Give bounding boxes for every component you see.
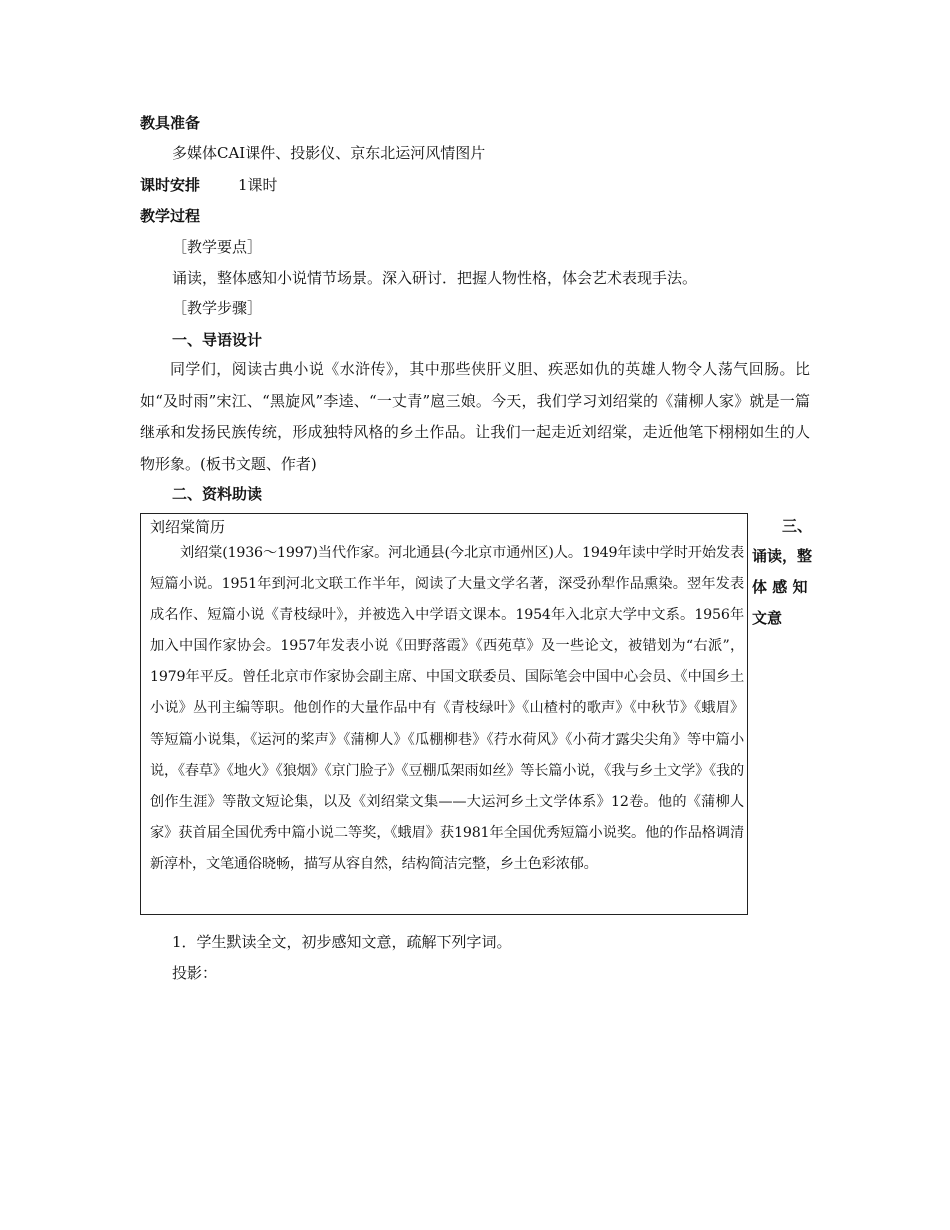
- biography-text: 刘绍棠(1936～1997)当代作家。河北通县(今北京市通州区)人。1949年读中学时开始发表短篇小说。1951年到河北文联工作半年，阅读了大量文学名著，深受孙犁作品熏染。翌年发表成名作、短篇小说《青枝绿叶》，并被选入中学语文课本。1954年入北京大学中文系。1956年加入中国作家协会。1957年发表小说《田野落霞》《西苑草》及一些论文，被错划为“右派”，1979年平反。曾任北京市作家协会副主席、中国文联委员、国际笔会中国中心会员、《中国乡土小说》丛刊主编等职。他创作的大量作品中有《青枝绿叶》《山楂村的歌声》《中秋节》《蛾眉》等短篇小说集，《运河的桨声》《蒲柳人》《瓜棚柳巷》《荇水荷风》《小荷才露尖尖角》等中篇小说，《春草》《地火》《狼烟》《京门脸子》《豆棚瓜架雨如丝》等长篇小说，《我与乡土文学》《我的创作生涯》等散文短论集，以及《刘绍棠文集——大运河乡土文学体系》12卷。他的《蒲柳人家》获首届全国优秀中篇小说二等奖，《蛾眉》获1981年全国优秀短篇小说奖。他的作品格调清新淳朴，文笔通俗晓畅，描写从容自然，结构简洁完整，乡土色彩浓郁。: [150, 545, 744, 872]
- step3-heading-line4: 文意: [752, 609, 783, 627]
- tools-heading: 教具准备: [140, 114, 201, 132]
- steps-label: ［教学步骤］: [172, 299, 263, 317]
- task1-text: 1．学生默读全文，初步感知文意，疏解下列字词。: [172, 933, 512, 951]
- key-points-label: ［教学要点］: [172, 238, 263, 256]
- step3-heading-line2: 诵读，整: [752, 547, 813, 565]
- step2-heading: 二、资料助读: [172, 485, 263, 503]
- biography-box: [140, 513, 748, 915]
- schedule-text: 1课时: [238, 176, 278, 194]
- step1-paragraph: 同学们，阅读古典小说《水浒传》，其中那些侠肝义胆、疾恶如仇的英雄人物令人荡气回肠。比如“及时雨”宋江、“黑旋风”李逵、“一丈青”扈三娘。今天，我们学习刘绍棠的《蒲柳人家》就是一篇继承和发扬民族传统，形成独特风格的乡土作品。让我们一起走近刘绍棠，走近他笔下栩栩如生的人物形象。(板书文题、作者): [140, 360, 810, 473]
- schedule-heading: 课时安排: [140, 176, 201, 194]
- tools-text: 多媒体CAI课件、投影仪、京东北运河风情图片: [172, 144, 486, 162]
- process-heading: 教学过程: [140, 207, 201, 225]
- step1-heading: 一、导语设计: [172, 331, 263, 349]
- key-points-text: 诵读，整体感知小说情节场景。深入研讨．把握人物性格，体会艺术表现手法。: [172, 269, 698, 287]
- step3-heading-line3: 体 感 知: [752, 578, 808, 596]
- step3-heading-line1: 三、: [782, 517, 813, 535]
- projection-label: 投影：: [172, 964, 218, 982]
- biography-title: 刘绍棠简历: [150, 518, 226, 536]
